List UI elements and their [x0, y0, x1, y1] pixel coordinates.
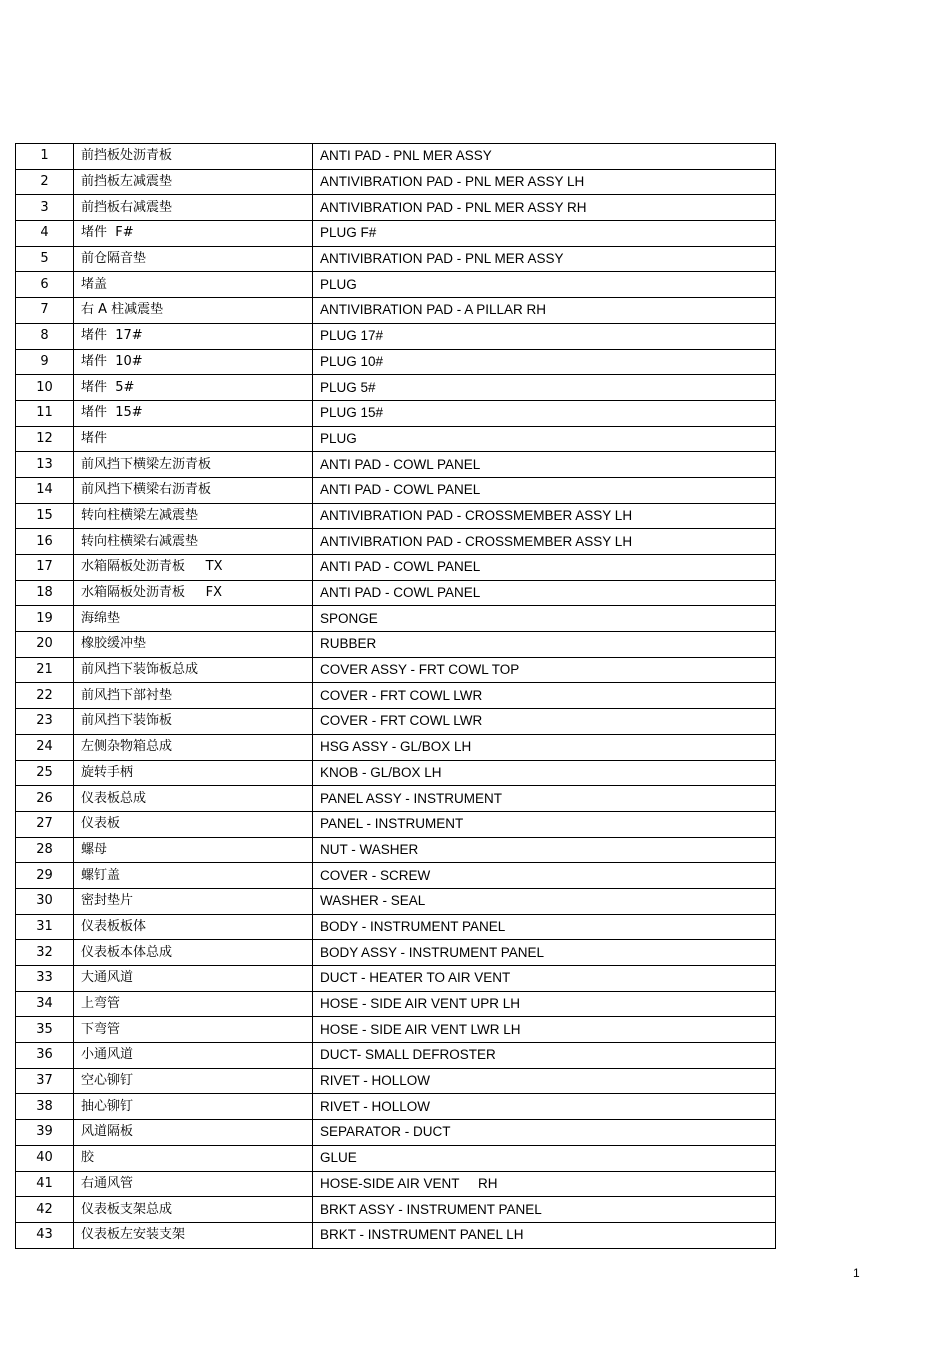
- table-row: [16, 1171, 776, 1197]
- english-name-cell: COVER - FRT COWL LWR: [313, 709, 776, 735]
- chinese-name-cell: 水箱隔板处沥青板 FX: [74, 580, 313, 606]
- part-number-cell: 15: [16, 503, 74, 529]
- chinese-name-cell: 前挡板右减震垫: [74, 195, 313, 221]
- chinese-name-cell: 堵件 17#: [74, 323, 313, 349]
- chinese-name-cell: 仪表板总成: [74, 786, 313, 812]
- english-name-cell: HOSE - SIDE AIR VENT LWR LH: [313, 1017, 776, 1043]
- part-number-cell: 13: [16, 452, 74, 478]
- table-row: [16, 734, 776, 760]
- english-name-cell: HOSE-SIDE AIR VENT RH: [313, 1171, 776, 1197]
- chinese-name-cell: 堵件: [74, 426, 313, 452]
- part-number-cell: 17: [16, 555, 74, 581]
- table-row: [16, 709, 776, 735]
- part-number-cell: 4: [16, 221, 74, 247]
- chinese-name-cell: 胶: [74, 1145, 313, 1171]
- english-name-cell: PLUG: [313, 426, 776, 452]
- table-row: [16, 169, 776, 195]
- chinese-name-cell: 堵件 15#: [74, 400, 313, 426]
- chinese-name-cell: 堵盖: [74, 272, 313, 298]
- english-name-cell: COVER - FRT COWL LWR: [313, 683, 776, 709]
- table-row: [16, 1197, 776, 1223]
- table-row: [16, 1068, 776, 1094]
- chinese-name-cell: 前挡板处沥青板: [74, 144, 313, 170]
- chinese-name-cell: 大通风道: [74, 966, 313, 992]
- chinese-name-cell: 堵件 5#: [74, 375, 313, 401]
- part-number-cell: 1: [16, 144, 74, 170]
- part-number-cell: 41: [16, 1171, 74, 1197]
- part-number-cell: 29: [16, 863, 74, 889]
- chinese-name-cell: 下弯管: [74, 1017, 313, 1043]
- part-number-cell: 30: [16, 888, 74, 914]
- table-row: [16, 632, 776, 658]
- chinese-name-cell: 转向柱横梁右减震垫: [74, 529, 313, 555]
- chinese-name-cell: 右 A 柱减震垫: [74, 298, 313, 324]
- part-number-cell: 21: [16, 657, 74, 683]
- table-row: [16, 1222, 776, 1248]
- table-row: [16, 1145, 776, 1171]
- english-name-cell: BODY ASSY - INSTRUMENT PANEL: [313, 940, 776, 966]
- part-number-cell: 35: [16, 1017, 74, 1043]
- part-number-cell: 5: [16, 246, 74, 272]
- english-name-cell: ANTI PAD - PNL MER ASSY: [313, 144, 776, 170]
- part-number-cell: 31: [16, 914, 74, 940]
- part-number-cell: 19: [16, 606, 74, 632]
- english-name-cell: ANTI PAD - COWL PANEL: [313, 477, 776, 503]
- table-row: [16, 221, 776, 247]
- english-name-cell: PLUG F#: [313, 221, 776, 247]
- english-name-cell: ANTIVIBRATION PAD - CROSSMEMBER ASSY LH: [313, 529, 776, 555]
- chinese-name-cell: 水箱隔板处沥青板 TX: [74, 555, 313, 581]
- part-number-cell: 20: [16, 632, 74, 658]
- chinese-name-cell: 前风挡下横梁左沥青板: [74, 452, 313, 478]
- chinese-name-cell: 海绵垫: [74, 606, 313, 632]
- table-row: [16, 452, 776, 478]
- chinese-name-cell: 抽心铆钉: [74, 1094, 313, 1120]
- part-number-cell: 25: [16, 760, 74, 786]
- table-row: [16, 683, 776, 709]
- part-number-cell: 11: [16, 400, 74, 426]
- table-row: [16, 863, 776, 889]
- english-name-cell: PANEL - INSTRUMENT: [313, 811, 776, 837]
- english-name-cell: PLUG 15#: [313, 400, 776, 426]
- part-number-cell: 36: [16, 1043, 74, 1069]
- english-name-cell: PLUG 5#: [313, 375, 776, 401]
- part-number-cell: 9: [16, 349, 74, 375]
- table-row: [16, 375, 776, 401]
- page-number: 1: [853, 1266, 860, 1280]
- english-name-cell: RUBBER: [313, 632, 776, 658]
- english-name-cell: COVER ASSY - FRT COWL TOP: [313, 657, 776, 683]
- part-number-cell: 37: [16, 1068, 74, 1094]
- chinese-name-cell: 仪表板: [74, 811, 313, 837]
- chinese-name-cell: 空心铆钉: [74, 1068, 313, 1094]
- part-number-cell: 33: [16, 966, 74, 992]
- part-number-cell: 14: [16, 477, 74, 503]
- table-row: [16, 555, 776, 581]
- english-name-cell: DUCT - HEATER TO AIR VENT: [313, 966, 776, 992]
- english-name-cell: BRKT ASSY - INSTRUMENT PANEL: [313, 1197, 776, 1223]
- part-number-cell: 23: [16, 709, 74, 735]
- chinese-name-cell: 前风挡下装饰板总成: [74, 657, 313, 683]
- english-name-cell: ANTI PAD - COWL PANEL: [313, 555, 776, 581]
- english-name-cell: WASHER - SEAL: [313, 888, 776, 914]
- table-row: [16, 349, 776, 375]
- chinese-name-cell: 螺钉盖: [74, 863, 313, 889]
- english-name-cell: RIVET - HOLLOW: [313, 1068, 776, 1094]
- table-row: [16, 272, 776, 298]
- table-row: [16, 529, 776, 555]
- table-row: [16, 246, 776, 272]
- english-name-cell: BRKT - INSTRUMENT PANEL LH: [313, 1222, 776, 1248]
- table-row: [16, 811, 776, 837]
- table-row: [16, 837, 776, 863]
- table-row: [16, 914, 776, 940]
- part-number-cell: 16: [16, 529, 74, 555]
- chinese-name-cell: 密封垫片: [74, 888, 313, 914]
- part-number-cell: 6: [16, 272, 74, 298]
- part-number-cell: 28: [16, 837, 74, 863]
- english-name-cell: SPONGE: [313, 606, 776, 632]
- chinese-name-cell: 前仓隔音垫: [74, 246, 313, 272]
- chinese-name-cell: 仪表板左安装支架: [74, 1222, 313, 1248]
- chinese-name-cell: 右通风管: [74, 1171, 313, 1197]
- part-number-cell: 7: [16, 298, 74, 324]
- english-name-cell: HOSE - SIDE AIR VENT UPR LH: [313, 991, 776, 1017]
- chinese-name-cell: 上弯管: [74, 991, 313, 1017]
- english-name-cell: ANTIVIBRATION PAD - CROSSMEMBER ASSY LH: [313, 503, 776, 529]
- table-row: [16, 760, 776, 786]
- table-row: [16, 786, 776, 812]
- chinese-name-cell: 堵件 10#: [74, 349, 313, 375]
- chinese-name-cell: 前挡板左减震垫: [74, 169, 313, 195]
- chinese-name-cell: 小通风道: [74, 1043, 313, 1069]
- english-name-cell: PANEL ASSY - INSTRUMENT: [313, 786, 776, 812]
- part-number-cell: 12: [16, 426, 74, 452]
- chinese-name-cell: 左侧杂物箱总成: [74, 734, 313, 760]
- part-number-cell: 3: [16, 195, 74, 221]
- table-row: [16, 606, 776, 632]
- english-name-cell: ANTIVIBRATION PAD - PNL MER ASSY: [313, 246, 776, 272]
- english-name-cell: ANTI PAD - COWL PANEL: [313, 452, 776, 478]
- chinese-name-cell: 转向柱横梁左减震垫: [74, 503, 313, 529]
- part-number-cell: 40: [16, 1145, 74, 1171]
- chinese-name-cell: 旋转手柄: [74, 760, 313, 786]
- english-name-cell: ANTIVIBRATION PAD - PNL MER ASSY RH: [313, 195, 776, 221]
- part-number-cell: 2: [16, 169, 74, 195]
- part-number-cell: 43: [16, 1222, 74, 1248]
- english-name-cell: DUCT- SMALL DEFROSTER: [313, 1043, 776, 1069]
- table-row: [16, 1094, 776, 1120]
- english-name-cell: PLUG: [313, 272, 776, 298]
- chinese-name-cell: 堵件 F#: [74, 221, 313, 247]
- table-row: [16, 503, 776, 529]
- table-row: [16, 195, 776, 221]
- table-row: [16, 991, 776, 1017]
- english-name-cell: RIVET - HOLLOW: [313, 1094, 776, 1120]
- table-row: [16, 400, 776, 426]
- part-number-cell: 22: [16, 683, 74, 709]
- part-number-cell: 27: [16, 811, 74, 837]
- part-number-cell: 26: [16, 786, 74, 812]
- chinese-name-cell: 螺母: [74, 837, 313, 863]
- chinese-name-cell: 橡胶缓冲垫: [74, 632, 313, 658]
- table-row: [16, 426, 776, 452]
- table-row: [16, 1120, 776, 1146]
- table-row: [16, 477, 776, 503]
- part-number-cell: 34: [16, 991, 74, 1017]
- table-row: [16, 1017, 776, 1043]
- english-name-cell: ANTIVIBRATION PAD - PNL MER ASSY LH: [313, 169, 776, 195]
- part-number-cell: 18: [16, 580, 74, 606]
- table-row: [16, 966, 776, 992]
- parts-table-body: [16, 144, 776, 1249]
- part-number-cell: 42: [16, 1197, 74, 1223]
- english-name-cell: PLUG 10#: [313, 349, 776, 375]
- english-name-cell: HSG ASSY - GL/BOX LH: [313, 734, 776, 760]
- parts-table: [15, 143, 776, 1249]
- english-name-cell: KNOB - GL/BOX LH: [313, 760, 776, 786]
- english-name-cell: ANTIVIBRATION PAD - A PILLAR RH: [313, 298, 776, 324]
- part-number-cell: 8: [16, 323, 74, 349]
- chinese-name-cell: 仪表板板体: [74, 914, 313, 940]
- chinese-name-cell: 前风挡下部衬垫: [74, 683, 313, 709]
- table-row: [16, 657, 776, 683]
- table-row: [16, 298, 776, 324]
- chinese-name-cell: 仪表板支架总成: [74, 1197, 313, 1223]
- part-number-cell: 39: [16, 1120, 74, 1146]
- english-name-cell: PLUG 17#: [313, 323, 776, 349]
- chinese-name-cell: 前风挡下横梁右沥青板: [74, 477, 313, 503]
- part-number-cell: 24: [16, 734, 74, 760]
- table-row: [16, 940, 776, 966]
- english-name-cell: BODY - INSTRUMENT PANEL: [313, 914, 776, 940]
- part-number-cell: 32: [16, 940, 74, 966]
- english-name-cell: GLUE: [313, 1145, 776, 1171]
- chinese-name-cell: 仪表板本体总成: [74, 940, 313, 966]
- part-number-cell: 10: [16, 375, 74, 401]
- table-row: [16, 144, 776, 170]
- part-number-cell: 38: [16, 1094, 74, 1120]
- english-name-cell: COVER - SCREW: [313, 863, 776, 889]
- english-name-cell: ANTI PAD - COWL PANEL: [313, 580, 776, 606]
- table-row: [16, 580, 776, 606]
- table-row: [16, 323, 776, 349]
- chinese-name-cell: 风道隔板: [74, 1120, 313, 1146]
- chinese-name-cell: 前风挡下装饰板: [74, 709, 313, 735]
- english-name-cell: SEPARATOR - DUCT: [313, 1120, 776, 1146]
- table-row: [16, 888, 776, 914]
- english-name-cell: NUT - WASHER: [313, 837, 776, 863]
- table-row: [16, 1043, 776, 1069]
